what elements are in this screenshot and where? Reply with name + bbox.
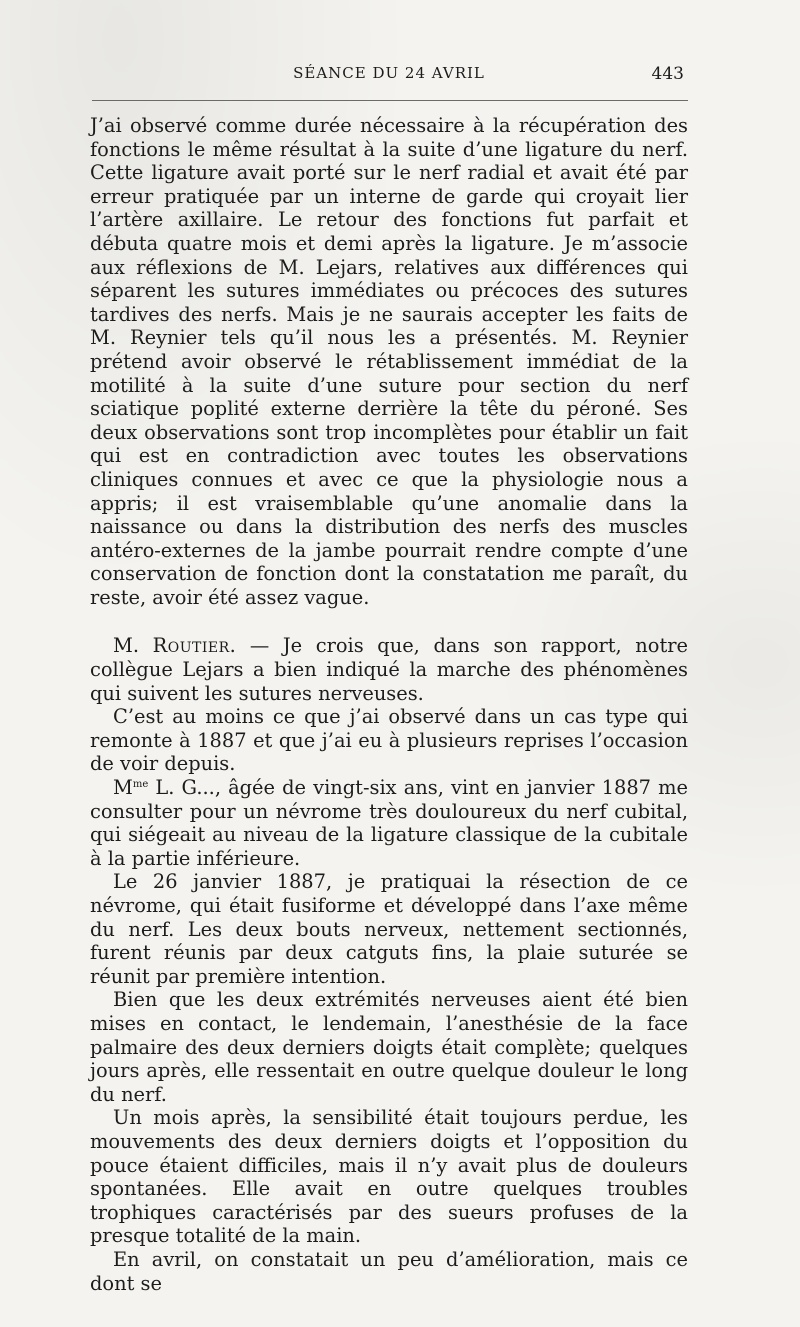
paragraph-2-text: — Je crois que, dans son rapport, notre collègue Lejars a bien indiqué la marche des phénomènes qui suivent les sutures nerveuses.	[90, 634, 689, 705]
body-text	[90, 114, 688, 1295]
paragraph-4	[90, 776, 688, 870]
paragraph-4-text: L. G..., âgée de vingt-six ans, vint en janvier 1887 me consulter pour un névrome très douloureux du nerf cubital, qui siégeait au niveau de la ligature classique de la cubitale à la partie inférieure.	[90, 776, 688, 870]
paragraph-6: Bien que les deux extrémités nerveuses aient été bien mises en contact, le lendemain, l’anesthésie de la face palmaire des deux derniers doigts était complète; quelques jours après, elle ressentait en outre quelque douleur le long du nerf.	[90, 988, 688, 1106]
paragraph-5: Le 26 janvier 1887, je pratiquai la résection de ce névrome, qui était fusiforme et développé dans l’axe même du nerf. Les deux bouts nerveux, nettement sectionnés, furent réunis par deux catguts fins, la plaie suturée se réunit par première intention.	[90, 870, 688, 988]
section-gap	[90, 609, 688, 634]
speaker-prefix: M.	[113, 634, 140, 658]
paragraph-8: En avril, on constatait un peu d’amélioration, mais ce dont se	[90, 1247, 688, 1295]
page-number: 443	[651, 64, 684, 84]
title-abbrev-sup: me	[132, 779, 149, 791]
paragraph-3: C’est au moins ce que j’ai observé dans un cas type qui remonte à 1887 et que j’ai eu à plusieurs reprises l’occasion de voir depuis.	[90, 705, 688, 776]
paragraph-2	[90, 634, 688, 705]
title-abbrev: M	[113, 776, 133, 800]
header-rule	[92, 100, 688, 101]
running-head	[90, 64, 688, 88]
running-title: SÉANCE DU 24 AVRIL	[293, 64, 485, 82]
speaker-name: Routier.	[152, 634, 237, 658]
paragraph-7: Un mois après, la sensibilité était toujours perdue, les mouvements des deux derniers doigts et l’opposition du pouce étaient difficiles, mais il n’y avait plus de douleurs spontanées. Elle avait en outre quelques troubles trophiques caractérisés par des sueurs profuses de la presque totalité de la main.	[90, 1106, 688, 1248]
paragraph-1: J’ai observé comme durée nécessaire à la récupération des fonctions le même résultat à la suite d’une ligature du nerf. Cette ligature avait porté sur le nerf radial et avait été par erreur pratiquée par un interne de garde qui croyait lier l’artère axillaire. Le retour des fonctions fut parfait et débuta quatre mois et demi après la ligature. Je m’associe aux réflexions de M. Lejars, relatives aux différences qui séparent les sutures immédiates ou précoces des sutures tardives des nerfs. Mais je ne saurais accepter les faits de M. Reynier tels qu’il nous les a présentés. M. Reynier prétend avoir observé le rétablissement immédiat de la motilité à la suite d’une suture pour section du nerf sciatique poplité externe derrière la tête du péroné. Ses deux observations sont trop incomplètes pour établir un fait qui est en contradiction avec toutes les observations cliniques connues et avec ce que la physiologie nous a appris; il est vraisemblable qu’une anomalie dans la naissance ou dans la distribution des nerfs des muscles antéro-externes de la jambe pourrait rendre compte d’une conservation de fonction dont la constatation me paraît, du reste, avoir été assez vague.	[90, 114, 688, 609]
